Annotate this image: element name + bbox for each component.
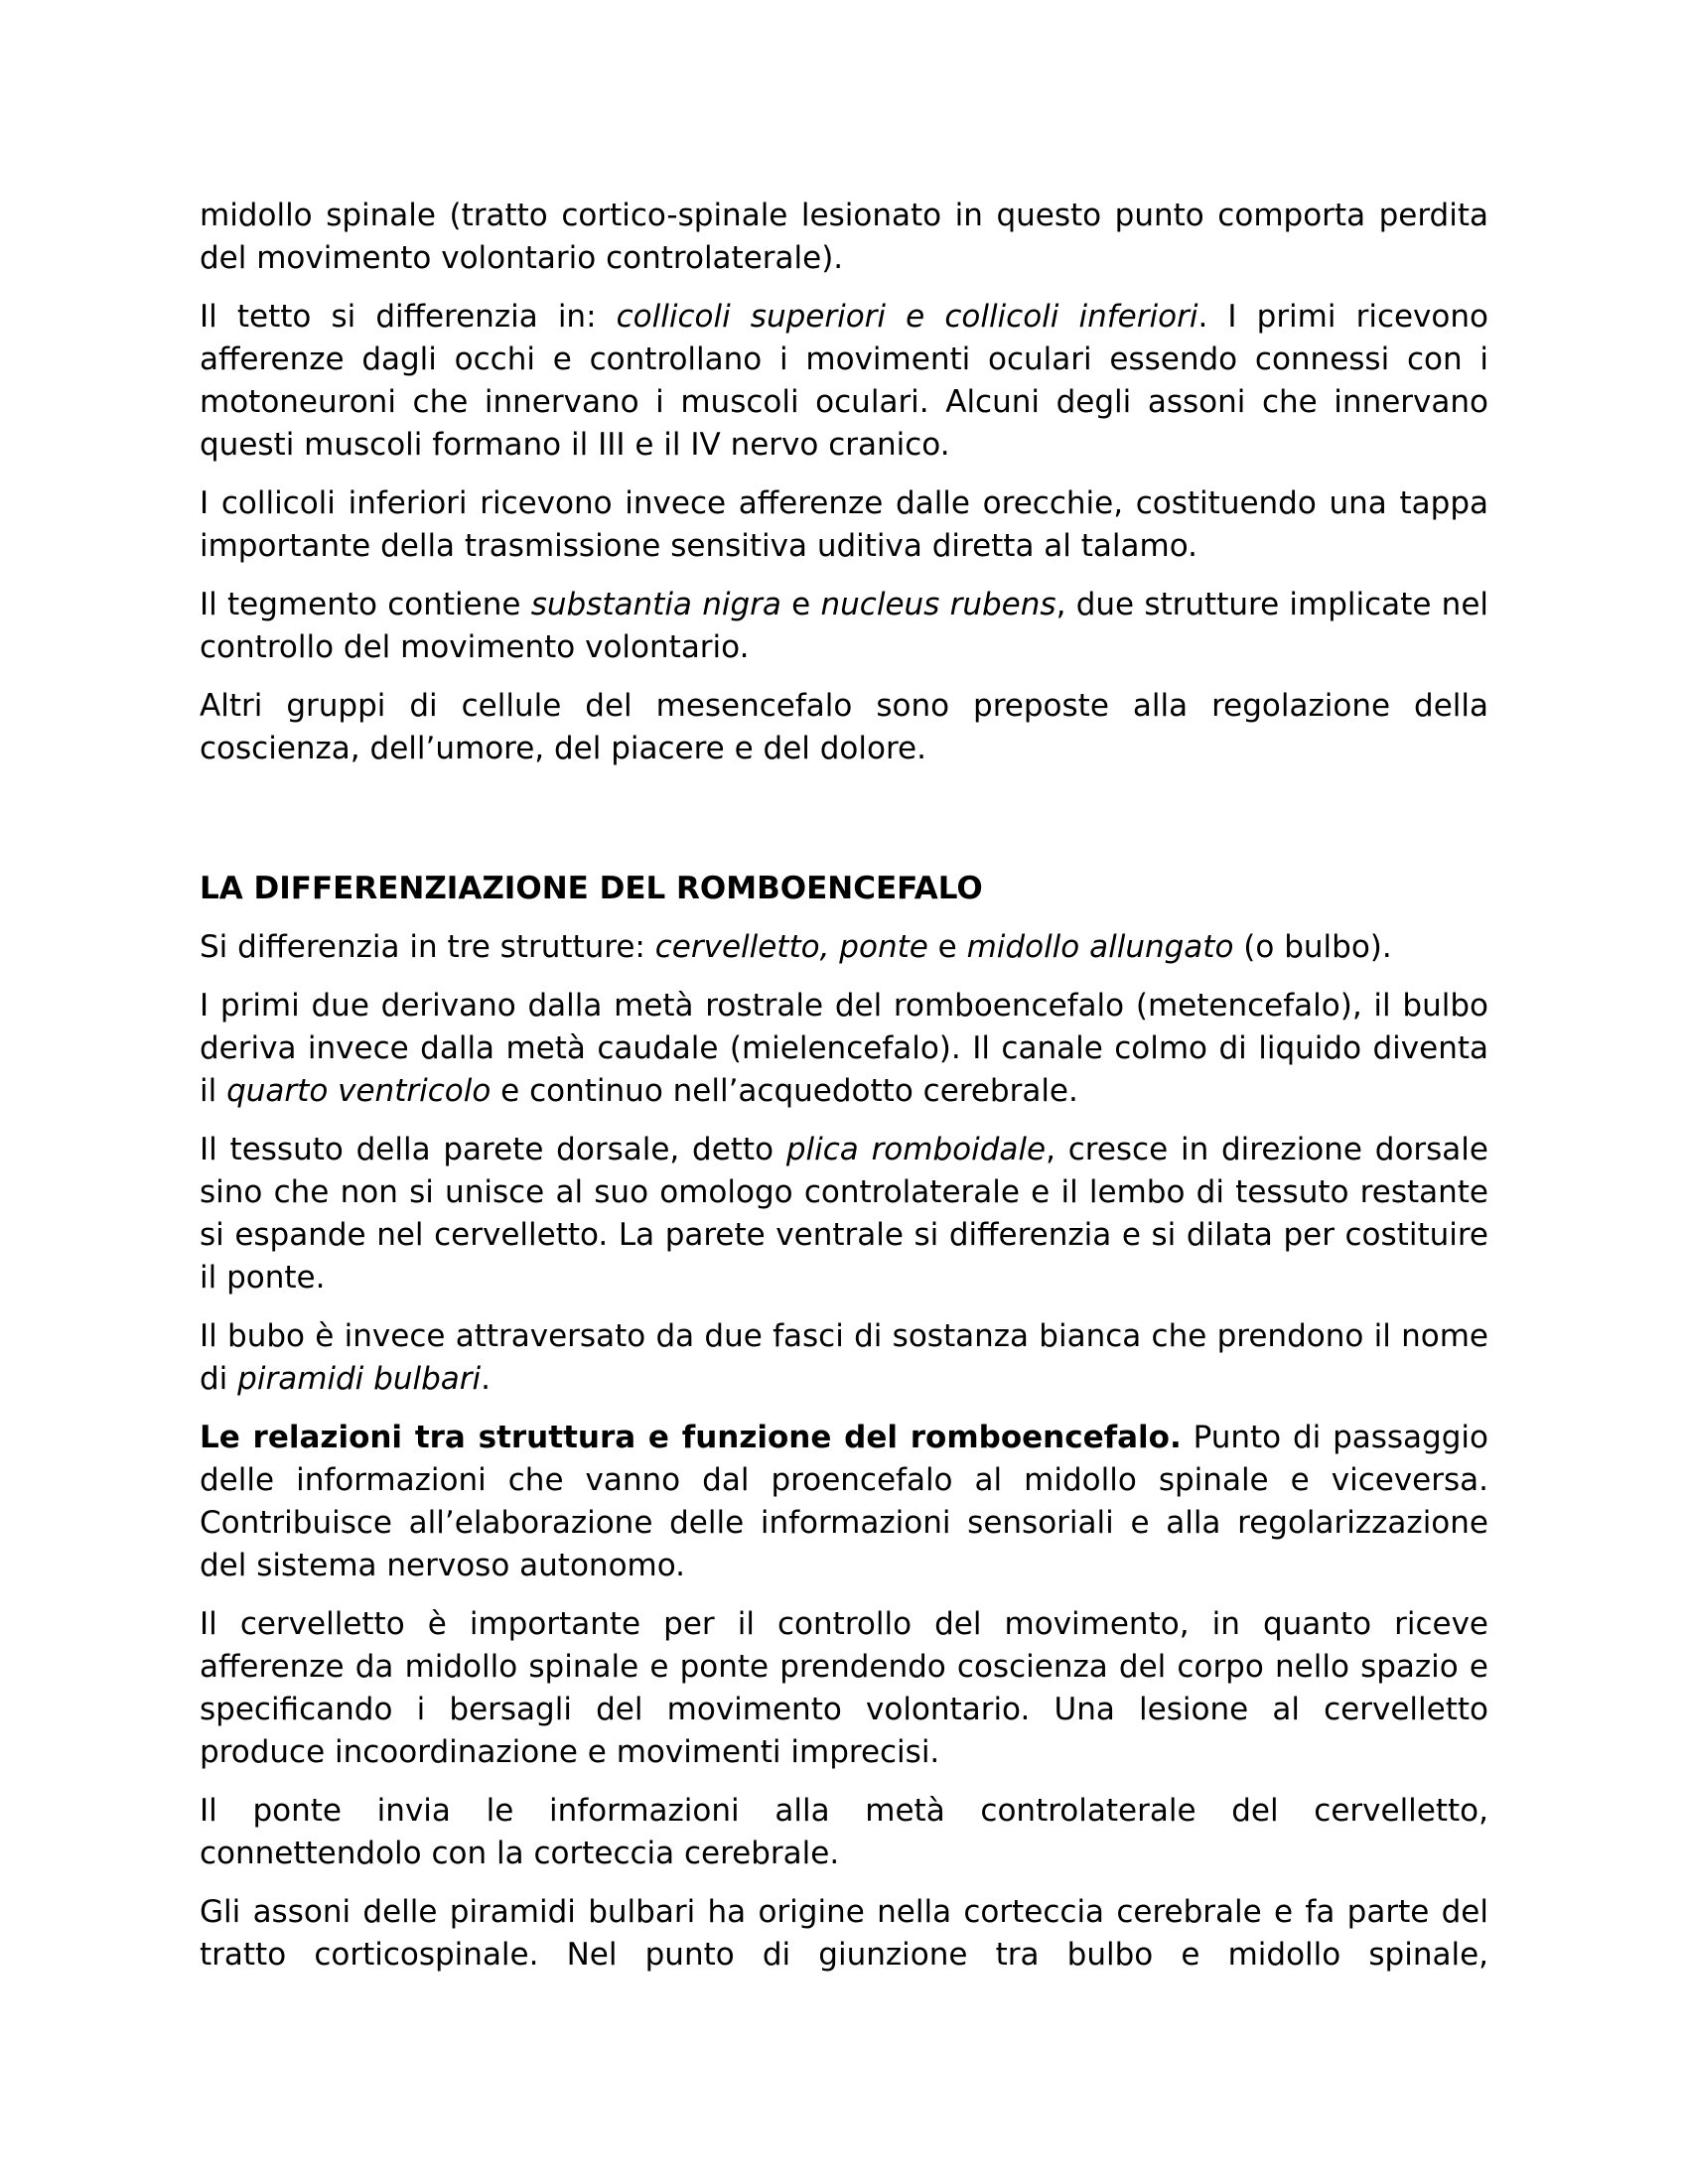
text-run: Il cervelletto è importante per il controllo del movimento, in quanto riceve afferenze da midollo spinale e ponte prendendo coscienza del corpo nello spazio e specificando i bersagli del movimento volontario. Una lesione al cervelletto produce incoordinazione e movimenti imprecisi. — [200, 1606, 1488, 1770]
paragraph-p5 — [200, 685, 1488, 770]
paragraph-p11 — [200, 1603, 1488, 1774]
paragraph-p2 — [200, 296, 1488, 467]
text-run: Si differenzia in tre strutture: — [200, 929, 655, 965]
text-run: Il tessuto della parete dorsale, detto — [200, 1132, 786, 1167]
italic-text: piramidi bulbari — [237, 1361, 482, 1397]
text-run: e continuo nell’acquedotto cerebrale. — [491, 1073, 1078, 1109]
text-run: Il ponte invia le informazioni alla metà controlaterale del cervelletto, connettendolo con la corteccia cerebrale. — [200, 1793, 1488, 1871]
italic-text: cervelletto, ponte — [654, 929, 928, 965]
italic-text: plica romboidale — [785, 1132, 1047, 1167]
paragraph-p10 — [200, 1417, 1488, 1587]
text-run: e — [927, 929, 967, 965]
text-run: , cresce in direzione dorsale sino che non si unisce al suo omologo controlaterale e il lembo di tessuto restante si espande nel cervelletto. La parete ventrale si differenzia e si dilata per costituire il ponte. — [200, 1132, 1488, 1296]
bold-text: Le relazioni tra struttura e funzione del romboencefalo. — [200, 1420, 1182, 1455]
text-run: I collicoli inferiori ricevono invece afferenze dalle orecchie, costituendo una tappa importante della trasmissione sensitiva uditiva diretta al talamo. — [200, 485, 1488, 564]
text-run: midollo spinale (tratto cortico-spinale lesionato in questo punto comporta perdita del movimento volontario controlaterale). — [200, 198, 1488, 276]
paragraph-p13 — [200, 1891, 1488, 1977]
section-heading: LA DIFFERENZIAZIONE DEL ROMBOENCEFALO — [200, 871, 983, 906]
italic-text: collicoli superiori e collicoli inferiori — [616, 299, 1198, 335]
section-mesencefalo — [200, 195, 1488, 770]
paragraph-p7 — [200, 985, 1488, 1113]
text-run: Il tetto si differenzia in: — [200, 299, 617, 335]
text-run: Gli assoni delle piramidi bulbari ha origine nella corteccia cerebrale e fa parte del tratto corticospinale. Nel punto di giunzione tra bulbo e midollo spinale, — [200, 1894, 1488, 1973]
paragraph-p8 — [200, 1129, 1488, 1299]
paragraph-p6 — [200, 926, 1488, 969]
text-run: Il tegmento contiene — [200, 587, 531, 622]
paragraph-p1 — [200, 195, 1488, 280]
text-run: Altri gruppi di cellule del mesencefalo sono preposte alla regolazione della coscienza, dell’umore, del piacere e del dolore. — [200, 688, 1488, 766]
text-run: e — [780, 587, 821, 622]
italic-text: quarto ventricolo — [226, 1073, 492, 1109]
text-run: Il bubo è invece attraversato da due fasci di sostanza bianca che prendono il nome di — [200, 1318, 1488, 1397]
text-run: I primi due derivano dalla metà rostrale del romboencefalo (metencefalo), il bulbo deriva invece dalla metà caudale (mielencefalo). Il canale colmo di liquido diventa il — [200, 988, 1488, 1109]
text-run: (o bulbo). — [1233, 929, 1392, 965]
section-romboencefalo — [200, 926, 1488, 1977]
text-run: , due strutture implicate nel controllo del movimento volontario. — [200, 587, 1489, 665]
paragraph-p4 — [200, 584, 1488, 669]
text-run: . — [481, 1361, 491, 1397]
document-page — [200, 195, 1488, 1992]
text-run: Punto di passaggio delle informazioni che vanno dal proencefalo al midollo spinale e viceversa. Contribuisce all’elaborazione delle informazioni sensoriali e alla regolarizzazione del sistema nervoso autonomo. — [200, 1420, 1488, 1583]
paragraph-p3 — [200, 482, 1488, 568]
italic-text: substantia nigra — [530, 587, 781, 622]
paragraph-p9 — [200, 1315, 1488, 1401]
text-run: . I primi ricevono afferenze dagli occhi e controllano i movimenti oculari essendo connessi con i motoneuroni che innervano i muscoli oculari. Alcuni degli assoni che innervano questi muscoli formano il III e il IV nervo cranico. — [200, 299, 1488, 463]
paragraph-p12 — [200, 1790, 1488, 1875]
italic-text: nucleus rubens — [820, 587, 1056, 622]
italic-text: midollo allungato — [966, 929, 1234, 965]
